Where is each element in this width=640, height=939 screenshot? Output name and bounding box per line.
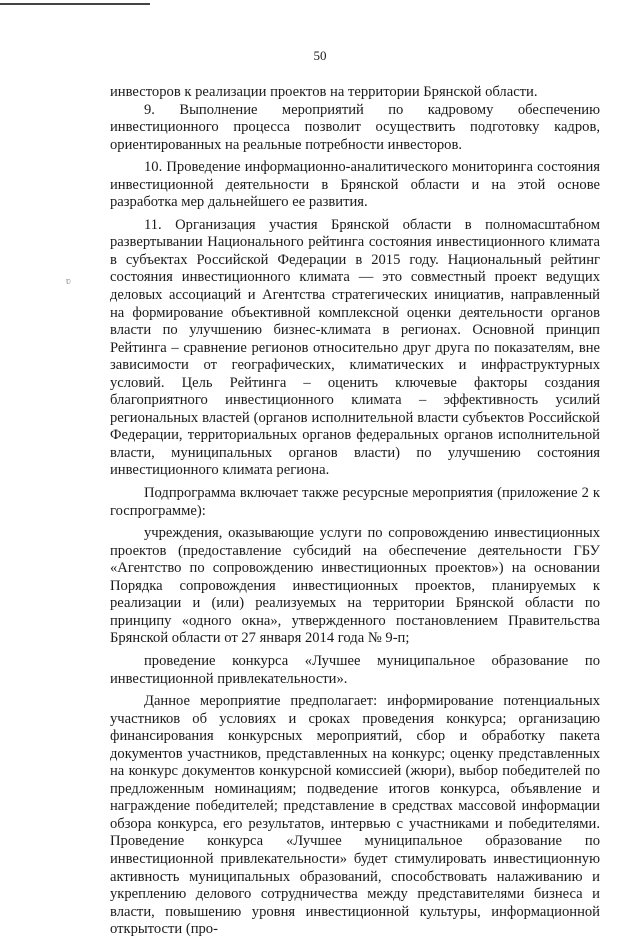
margin-mark: ʋ xyxy=(66,276,71,287)
paragraph-item-9: 9. Выполнение мероприятий по кадровому обеспечению инвестиционного процесса позволит осуществить подготовку кадров, ориентированных на реальные потребности инвесторов. xyxy=(110,101,600,153)
document-body xyxy=(110,84,600,939)
paragraph-item-10: 10. Проведение информационно-аналитического мониторинга состояния инвестиционной деятельности в Брянской области и на этой основе разработка мер дальнейшего ее развития. xyxy=(110,159,600,211)
paragraph-institutions: учреждения, оказывающие услуги по сопровождению инвестиционных проектов (предоставление субсидий на обеспечение деятельности ГБУ «Агентство по сопровождению инвестиционных проектов») на основании Порядка сопровождения инвестиционных проектов, планируемых к реализации и (или) реализуемых на территории Брянской области по принципу «одного окна», утвержденного постановлением Правительства Брянской области от 27 января 2014 года № 9-п; xyxy=(110,525,600,647)
top-rule xyxy=(0,3,150,5)
page-number: 50 xyxy=(313,48,327,63)
paragraph-continuation: инвесторов к реализации проектов на территории Брянской области. xyxy=(110,84,538,100)
paragraph-contest: проведение конкурса «Лучшее муниципальное образование по инвестиционной привлекательности». xyxy=(110,652,600,687)
paragraph-resources-intro: Подпрограмма включает также ресурсные мероприятия (приложение 2 к госпрограмме): xyxy=(110,485,600,519)
paragraph-item-11: 11. Организация участия Брянской области в полномасштабном развертывании Национального рейтинга состояния инвестиционного климата в субъектах Российской Федерации в 2015 году. Национальный рейтинг состояния инвестиционного климата — это совместный проект ведущих деловых ассоциаций и Агентства стратегических инициатив, направленный на формирование объективной комплексной оценки деятельности органов власти по улучшению бизнес-климата в регионах. Основной принцип Рейтинга – сравнение регионов относительно друг друга по показателям, вне зависимости от географических, климатических и инфраструктурных условий. Цель Рейтинга – оценить ключевые факторы создания благоприятного инвестиционного климата – эффективность усилий региональных властей (органов исполнительной власти субъектов Российской Федерации, территориальных органов федеральных органов исполнительной власти, муниципальных органов власти) по улучшению состояния инвестиционного климата региона. xyxy=(110,216,600,479)
paragraph-contest-details: Данное мероприятие предполагает: информирование потенциальных участников об условиях и сроках проведения конкурса; организацию финансирования конкурсных мероприятий, сбор и обработку пакета документов участников, представленных на конкурс; оценку представленных на конкурс документов конкурсной комиссией (жюри), выбор победителей по предложенным номинациям; подведение итогов конкурса, объявление и награждение победителей; представление в средствах массовой информации обзора конкурса, его результатов, интервью с участниками и победителями. Проведение конкурса «Лучшее муниципальное образование по инвестиционной привлекательности» будет стимулировать инвестиционную активность муниципальных образований, способствовать налаживанию и укреплению делового сотрудничества между представителями бизнеса и власти, повышению уровня инвестиционной культуры, информационной открытости (про- xyxy=(110,693,600,938)
